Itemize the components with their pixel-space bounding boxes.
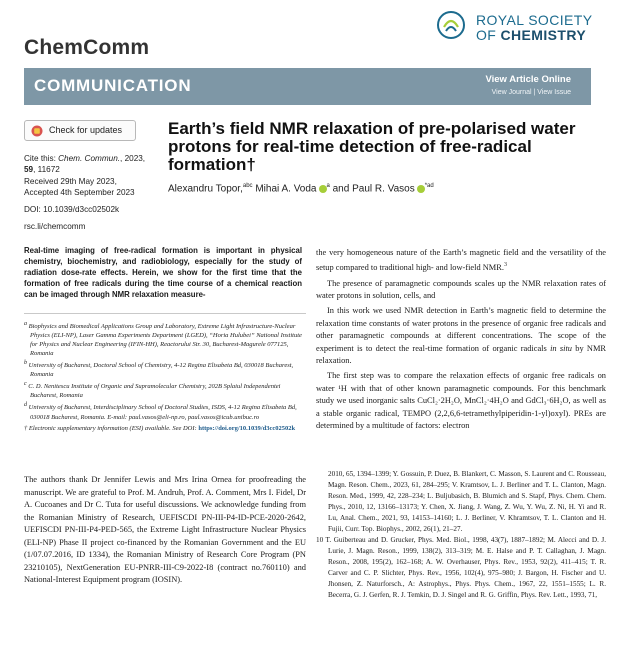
article-type: COMMUNICATION (34, 76, 192, 95)
affiliation-item: $^c$ C. D. Nenitescu Institute of Organic and Supramolecular Chemistry, 202B Splaiul Independentei Bucharest, Romania (24, 381, 281, 400)
orcid-icon[interactable] (319, 185, 327, 193)
publisher-logo[interactable] (436, 10, 606, 50)
paragraph: the very homogeneous nature of the Earth’s magnetic field and the versatility of the setup compared to traditional high- and low-field NMR.$^3$ (316, 248, 606, 273)
article-type-banner (24, 68, 591, 105)
journal-short-link[interactable]: rsc.li/chemcomm (24, 222, 86, 231)
rsc-emblem-icon (436, 10, 466, 40)
paragraph: The first step was to compare the relaxation effects of organic free radicals on water ¹H with that of other known paramagnetic compounds. For this benchmark study we used inorganic salts CuCl₂·2H₂O, MnCl₂·4H₂O and GdCl₃·6H₂O, as well as a stable organic radical, TEMPO (2,2,6,6-tetramethylpiperidin-1-yl)oxyl). PREs are determined by a multitude of factors: electron (316, 371, 606, 431)
references (316, 469, 606, 601)
affiliation-item: $^b$ University of Bucharest, Doctoral School of Chemistry, 4-12 Regina Elisabeta Bd, 030018 Bucharest, Romania (24, 360, 294, 379)
view-journal-link[interactable]: View Journal (491, 89, 532, 96)
footnote-divider (24, 313, 306, 314)
crossmark-icon (31, 125, 43, 137)
view-links: View Journal | View Issue (491, 89, 571, 96)
check-for-updates-button[interactable] (24, 120, 136, 141)
article-title: Earth’s field NMR relaxation of pre-polarised water protons for real-time detection of free-radical formation† (168, 119, 576, 174)
reference-item: 2010, 65, 1394–1399; Y. Gossuin, P. Duez, B. Blankert, C. Masson, S. Laurent and C. Rousseau, Magn. Reson. Chem., 2023, 61, 284–295; V. Kramtsov, L. J. Berliner and T. L. Clanton, Magn. Reson. Med., 1999, 42, 228–234; L. Buljubasich, B. Blumich and S. Stapf, Phys. Chem. Chem. Phys., 2010, 12, 13166–13173; Y. Chen, X. Jiang, J. Wang, Z. Wu, Y. Wu, Z. Ni, H. Yi and R. Lu, Anal. Chem., 2021, 93, 14153–14160; L. J. Berliner, V. Khramtsov, T. L. Clanton and H. Fujii, Curr. Top. Biophys., 2002, 26(1), 21–27. (328, 470, 606, 533)
paragraph: In this work we used NMR detection in Earth’s magnetic field to determine the relaxation time constants of water protons in the presence of organic free radicals and other paramagnetic compounds at different concentrations. The scope of the experiment is to detect the real-time formation of organic radicals in situ by NMR relaxation. (316, 306, 606, 366)
received-dates: Received 29th May 2023, Accepted 4th September 2023 (24, 177, 135, 197)
affiliations (24, 320, 306, 433)
abstract: Real-time imaging of free-radical formation is important in physical chemistry, biochemistry, and radiobiology, especially for the study of radiation dose-rate effects. Herein, we show for the first time that the formation of free radicals during the time course of a chemical reaction can be imaged through NMR relaxation measure- (24, 246, 302, 299)
body-text (316, 247, 606, 435)
doi[interactable]: DOI: 10.1039/d3cc02502k (24, 205, 120, 214)
publisher-name-line1: ROYAL SOCIETY (476, 12, 593, 28)
view-issue-link[interactable]: View Issue (537, 89, 571, 96)
esi-note: † Electronic supplementary information (ESI) available. See DOI: https://doi.org/10.1039/d3cc02502k (24, 424, 296, 432)
esi-doi-link[interactable]: https://doi.org/10.1039/d3cc02502k (198, 424, 296, 432)
author-list: Alexandru Topor,$^{abc}$ Mihai A. Voda $^a$ and Paul R. Vasos $^{*ad}$ (168, 183, 434, 195)
reference-item: 10 T. Guiberteau and D. Grucker, Phys. Med. Biol., 1998, 43(7), 1887–1892; M. Alecci and D. J. Lurie, J. Magn. Reson., 1999, 138(2), 313–319; M. E. Halse and P. T. Callaghan, J. Magn. Reson., 2008, 195(2), 162–168; A. W. Overhauser, Phys. Rev., 1953, 92(2), 411–415; T. R. Carver and C. P. Slichter, Phys. Rev., 1956, 102(4), 975–980; J. Bargon, H. Fischer and U. Jhonsen, Z. Naturforsch., A: Astrophys., Phys. Phys. Chem., 1967, 22, 1551–1555; L. R. Becerra, G. J. Gerfen, R. J. Temkin, D. J. Singel and R. G. Griffin, Phys. Rev. Lett., 1993, 71, (316, 536, 606, 599)
affiliation-item: $^d$ University of Bucharest, Interdisciplinary School of Doctoral Studies, ISDS, 4-12 Regina Elisabeta Bd, 030018 Bucharest, Romania. E-mail: paul.vasos@eli-np.ro, paul.vasos@icub.unibuc.ro (24, 402, 297, 421)
check-for-updates-label: Check for updates (49, 125, 123, 135)
acknowledgements: The authors thank Dr Jennifer Lewis and Mrs Irina Ornea for proofreading the manuscript. We are grateful to Prof. M. Andruh, Prof. A. Comment, Mrs I. Fidel, Dr A. Cucoanes and Dr C. Tuta for useful discussions. We acknowledge funding from the Romanian Ministry of Research, UEFISCDI PN-III-P4-ID-PCE-2020-2642, UEFISCDI PN-III-P4-PED-565, the Extreme Light Infrastructure Nuclear Physics (ELI-NP) Phase II project co-financed by the Romanian Government and the EU (1/07.07.2016, ID 1334), the Romanian Ministry of Research Core Program (PN 23210105), NextGeneration EU-PNRR-III-C9-2022-I8 (contract no.760110) and National-Interest Equipment program (IOSIN). (24, 475, 306, 584)
publisher-name-line2: OF CHEMISTRY (476, 27, 587, 43)
affiliation-item: $^a$ Biophysics and Biomedical Applications Group and Laboratory, Extreme Light Infrastructure-Nuclear Physics (ELI-NP), Laser Gamma Experiments Department (LGED), “Horia Hulubei” National Institute for Physics and Nuclear Engineering (IFIN-HH), Reactorului Str. 30, Bucharest-Magurele 077125, Romania (24, 321, 302, 358)
journal-name: ChemComm (24, 36, 150, 59)
citation: Cite this: Chem. Commun., 2023, 59, 11672 (24, 154, 146, 174)
view-article-online-link[interactable]: View Article Online (485, 74, 571, 85)
paragraph: The presence of paramagnetic compounds scales up the NMR relaxation rates of water protons in solution, cells, and (316, 278, 606, 301)
orcid-icon[interactable] (417, 185, 425, 193)
